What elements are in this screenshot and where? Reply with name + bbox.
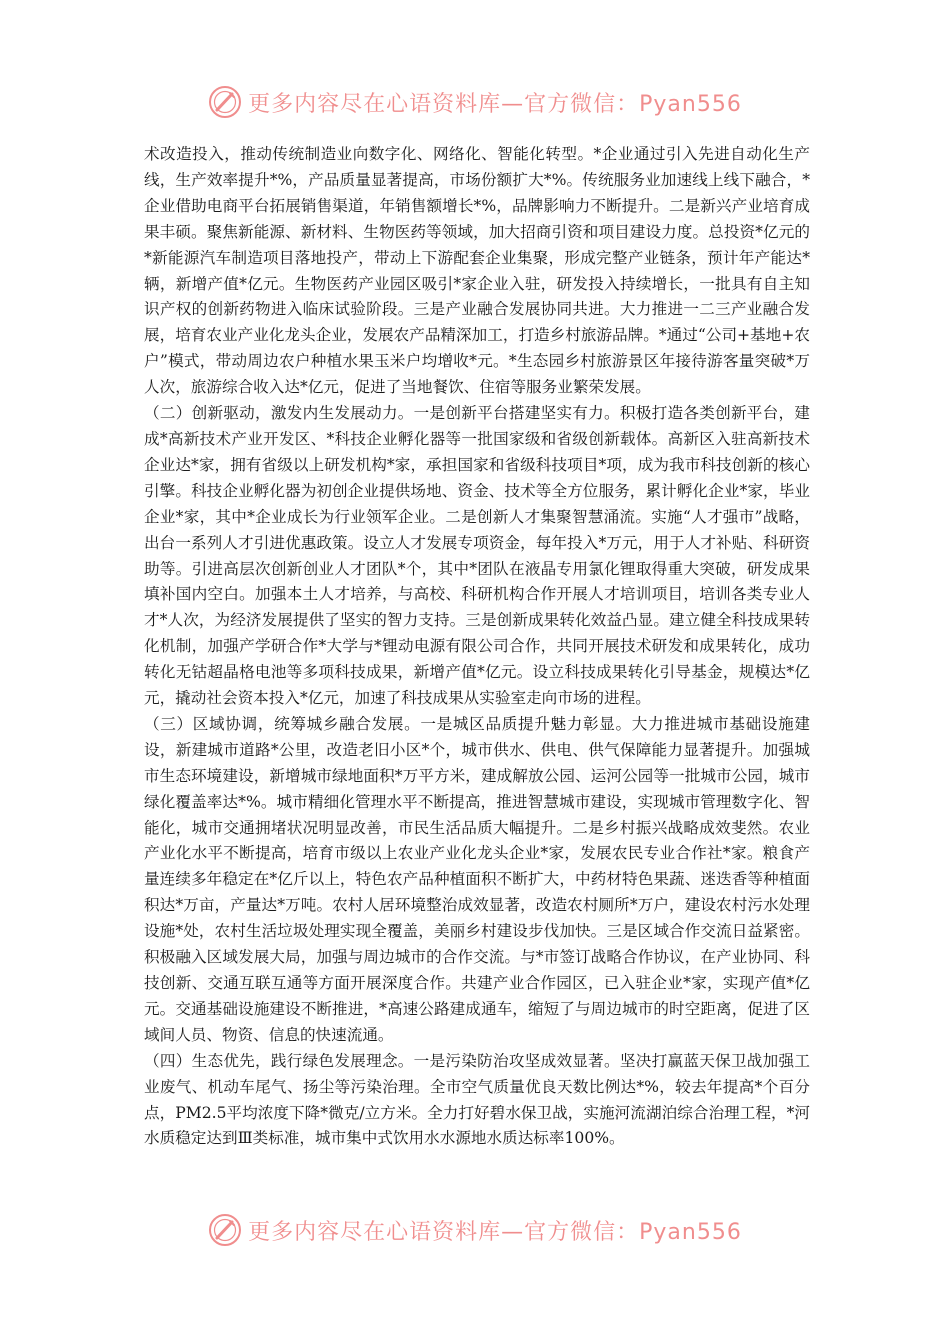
watermark-text: 更多内容尽在心语资料库—官方微信：Pyan556 — [248, 91, 742, 117]
watermark-text: 更多内容尽在心语资料库—官方微信：Pyan556 — [248, 1219, 742, 1245]
paragraph-industry: 术改造投入，推动传统制造业向数字化、网络化、智能化转型。*企业通过引入先进自动化生产线，生产效率提升*%，产品质量显著提高，市场份额扩大*%。传统服务业加速线上线下融合，*企业借助电商平台拓展销售渠道，年销售额增长*%，品牌影响力不断提升。二是新兴产业培育成果丰硕。聚焦新能源、新材料、生物医药等领域，加大招商引资和项目建设力度。总投资*亿元的*新能源汽车制造项目落地投产，带动上下游配套企业集聚，形成完整产业链条，预计年产能达*辆，新增产值*亿元。生物医药产业园区吸引*家企业入驻，研发投入持续增长，一批具有自主知识产权的创新药物进入临床试验阶段。三是产业融合发展协同共进。大力推进一二三产业融合发展，培育农业产业化龙头企业，发展农产品精深加工，打造乡村旅游品牌。*通过“公司+基地+农户”模式，带动周边农户种植水果玉米户均增收*元。*生态园乡村旅游景区年接待游客量突破*万人次，旅游综合收入达*亿元，促进了当地餐饮、住宿等服务业繁荣发展。 — [144, 145, 810, 397]
header-watermark — [0, 82, 950, 122]
paragraph-ecology: （四）生态优先，践行绿色发展理念。一是污染防治攻坚成效显著。坚决打赢蓝天保卫战加强工业废气、机动车尾气、扬尘等污染治理。全市空气质量优良天数比例达*%，较去年提高*个百分点，PM2.5平均浓度下降*微克/立方米。全力打好碧水保卫战，实施河流湖泊综合治理工程，*河水质稳定达到Ⅲ类标准，城市集中式饮用水水源地水质达标率100%。 — [144, 1051, 810, 1148]
stamp-seal-icon — [208, 85, 242, 119]
paragraph-innovation: （二）创新驱动，激发内生发展动力。一是创新平台搭建坚实有力。积极打造各类创新平台，建成*高新技术产业开发区、*科技企业孵化器等一批国家级和省级创新载体。高新区入驻高新技术企业达*家，拥有省级以上研发机构*家，承担国家和省级科技项目*项，成为我市科技创新的核心引擎。科技企业孵化器为初创企业提供场地、资金、技术等全方位服务，累计孵化企业*家，毕业企业*家，其中*企业成长为行业领军企业。二是创新人才集聚智慧涌流。实施“人才强市”战略，出台一系列人才引进优惠政策。设立人才发展专项资金，每年投入*万元，用于人才补贴、科研资助等。引进高层次创新创业人才团队*个，其中*团队在液晶专用氯化锂取得重大突破，研发成果填补国内空白。加强本土人才培养，与高校、科研机构合作开展人才培训项目，培训各类专业人才*人次，为经济发展提供了坚实的智力支持。三是创新成果转化效益凸显。建立健全科技成果转化机制，加强产学研合作*大学与*锂动电源有限公司合作，共同开展技术研发和成果转化，成功转化无钴超晶格电池等多项科技成果，新增产值*亿元。设立科技成果转化引导基金，规模达*亿元，撬动社会资本投入*亿元，加速了科技成果从实验室走向市场的进程。 — [144, 404, 810, 708]
paragraph-regional: （三）区域协调，统筹城乡融合发展。一是城区品质提升魅力彰显。大力推进城市基础设施建设，新建城市道路*公里，改造老旧小区*个，城市供水、供电、供气保障能力显著提升。加强城市生态环境建设，新增城市绿地面积*万平方米，建成解放公园、运河公园等一批城市公园，城市绿化覆盖率达*%。城市精细化管理水平不断提高，推进智慧城市建设，实现城市管理数字化、智能化，城市交通拥堵状况明显改善，市民生活品质大幅提升。二是乡村振兴战略成效斐然。农业产业化水平不断提高，培育市级以上农业产业化龙头企业*家，发展农民专业合作社*家。粮食产量连续多年稳定在*亿斤以上，特色农产品种植面积不断扩大，中药材特色果蔬、迷迭香等种植面积达*万亩，产量达*万吨。农村人居环境整治成效显著，改造农村厕所*万户，建设农村污水处理设施*处，农村生活垃圾处理实现全覆盖，美丽乡村建设步伐加快。三是区域合作交流日益紧密。积极融入区域发展大局，加强与周边城市的合作交流。与*市签订战略合作协议，在产业协同、科技创新、交通互联互通等方面开展深度合作。共建产业合作园区，已入驻企业*家，实现产值*亿元。交通基础设施建设不断推进，*高速公路建成通车，缩短了与周边城市的时空距离，促进了区域间人员、物资、信息的快速流通。 — [144, 714, 810, 1044]
footer-watermark — [0, 1210, 950, 1250]
stamp-seal-icon — [208, 1213, 242, 1247]
document-body — [144, 142, 810, 1152]
